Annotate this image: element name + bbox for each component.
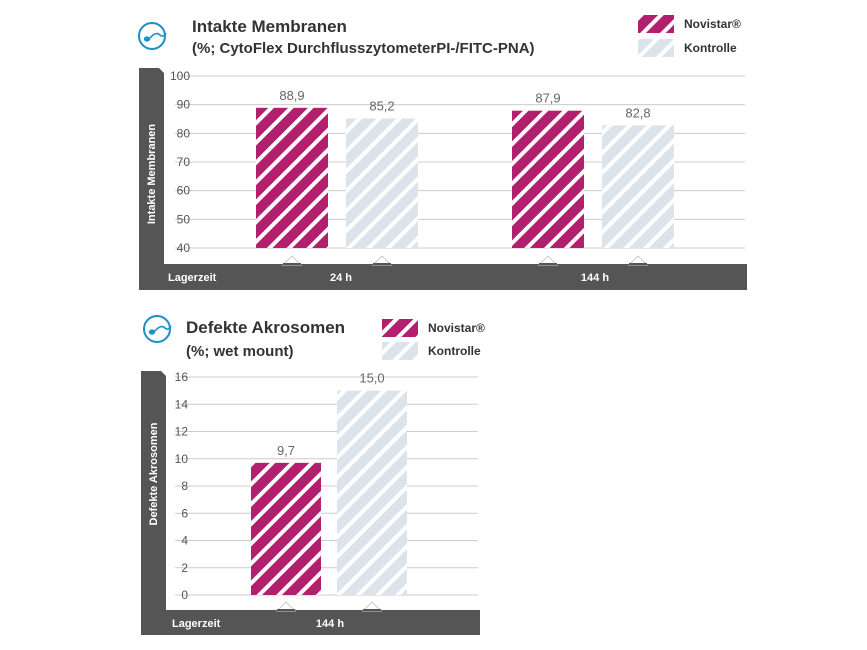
- y-tick-label: 90: [176, 97, 190, 112]
- data-label: 9,7: [276, 442, 296, 458]
- chart-subtitle: (%; wet mount): [186, 343, 294, 360]
- y-tick-label: 70: [176, 155, 190, 169]
- legend-swatch-novistar: [638, 15, 674, 33]
- legend-swatch-novistar: [382, 319, 418, 337]
- chart-title: Intakte Membranen: [192, 17, 347, 36]
- y-tick-label: 10: [174, 451, 188, 466]
- legend: [638, 15, 741, 57]
- chart-defekte-akrosomen: [141, 316, 485, 635]
- y-tick-label: 2: [181, 560, 188, 575]
- y-axis-label: Intakte Membranen: [146, 123, 158, 225]
- bar-novistar: [256, 108, 328, 248]
- x-tick-label: 144 h: [580, 272, 610, 284]
- legend-swatch-kontrolle: [382, 342, 418, 360]
- data-labels: [279, 88, 650, 120]
- bars: [251, 391, 407, 595]
- x-axis-label: Lagerzeit: [172, 618, 221, 630]
- y-tick-label: 6: [181, 506, 188, 521]
- legend-label-novistar: Novistar®: [684, 17, 741, 31]
- bar-novistar: [251, 463, 321, 595]
- bar-pointers: [283, 256, 647, 265]
- bar-kontrolle: [602, 125, 674, 248]
- y-tick-label: 100: [169, 69, 190, 83]
- legend-label-kontrolle: Kontrolle: [428, 344, 481, 358]
- chart-title: Defekte Akrosomen: [186, 318, 346, 337]
- legend-swatch-kontrolle: [638, 39, 674, 57]
- y-tick-label: 4: [181, 533, 188, 548]
- y-tick-label: 50: [176, 212, 190, 227]
- x-tick-label: 144 h: [315, 618, 345, 630]
- y-tick-label: 8: [181, 479, 188, 493]
- y-tick-label: 12: [174, 424, 188, 439]
- sperm-cell-icon: [144, 316, 171, 342]
- bar-kontrolle: [346, 118, 418, 248]
- bar-kontrolle: [337, 391, 407, 595]
- legend: [382, 319, 485, 360]
- x-tick-labels: [316, 618, 344, 630]
- data-label: 15,0: [359, 370, 385, 386]
- bar-novistar: [512, 111, 584, 248]
- bars: [256, 108, 674, 248]
- x-axis-band: [139, 264, 747, 290]
- chart-subtitle: (%; CytoFlex DurchflusszytometerPI-/FITC-PNA): [192, 40, 535, 57]
- data-label: 82,8: [625, 105, 651, 121]
- chart-intakte-membranen: [139, 15, 747, 290]
- y-axis-label: Defekte Akrosomen: [148, 422, 160, 526]
- legend-label-novistar: Novistar®: [428, 321, 485, 335]
- gridlines: [175, 377, 478, 595]
- y-tick-label: 0: [181, 588, 188, 602]
- y-tick-label: 14: [174, 397, 188, 412]
- legend-label-kontrolle: Kontrolle: [684, 41, 737, 55]
- y-tick-label: 40: [176, 241, 190, 255]
- sperm-cell-icon: [139, 23, 166, 49]
- y-tick-label: 60: [176, 183, 190, 198]
- y-tick-label: 16: [174, 370, 188, 384]
- y-tick-labels: [170, 69, 190, 255]
- y-tick-label: 80: [176, 126, 190, 141]
- data-label: 85,2: [369, 98, 395, 114]
- bar-pointers: [277, 602, 381, 611]
- data-label: 88,9: [279, 87, 305, 103]
- x-tick-label: 24 h: [329, 272, 353, 284]
- data-label: 87,9: [535, 90, 561, 106]
- x-axis-label: Lagerzeit: [168, 272, 217, 284]
